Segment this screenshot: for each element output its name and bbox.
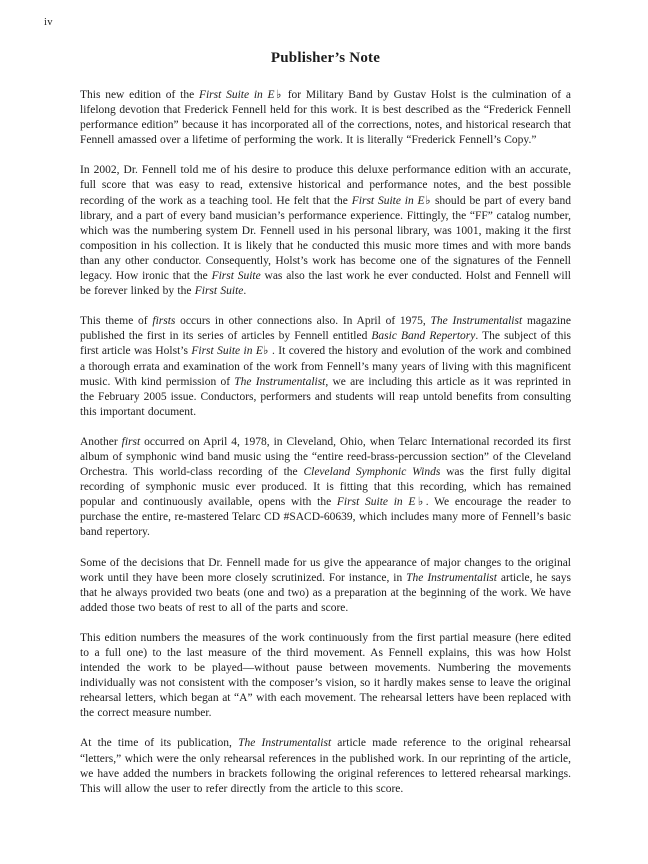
paragraph: This edition numbers the measures of the work continuously from the first partial measure (here edited to a full one) to the last measure of the third movement. As Fennell explains, this was how Holst intended the work to be played—without pause between movements. Numbering the movements individually was not consistent with the composer’s vision, so it hardly makes sense to leave the original rehearsal letters, which began at “A” with each movement. The rehearsal letters have been replaced with the correct measure number. [80,631,571,720]
paragraph: This theme of firsts occurs in other connections also. In April of 1975, The Instrumentalist magazine published the first in its series of articles by Fennell entitled Basic Band Repertory. The subject of this first article was Holst’s First Suite in E♭ . It covered the history and evolution of the work and combined a thorough errata and examination of the work from Fennell’s many years of living with this magnificent music. With kind permission of The Instrumentalist, we are including this article as it was reprinted in the February 2005 issue. Conductors, performers and students will reap untold benefits from consulting this important document. [80,315,571,418]
paragraph: At the time of its publication, The Instrumentalist article made reference to the original rehearsal “letters,” which were the only rehearsal references in the published work. In our reprinting of the article, we have added the numbers in brackets following the original references to lettered rehearsal markings. This will allow the user to refer directly from the article to this score. [80,737,571,795]
paragraph: Another first occurred on April 4, 1978, in Cleveland, Ohio, when Telarc International recorded its first album of symphonic wind band music using the “entire reed-brass-percussion section” of the Cleveland Orchestra. This world-class recording of the Cleveland Symphonic Winds was the first fully digital recording of symphonic music ever produced. It is fitting that this recording, which has remained popular and continuously available, opens with the First Suite in E♭. We encourage the reader to purchase the entire, re-mastered Telarc CD #SACD-60639, which includes many more of Fennell’s basic band repertory. [80,435,571,539]
page-content [80,50,571,812]
page-number: iv [44,17,53,28]
paragraph: This new edition of the First Suite in E♭ for Military Band by Gustav Holst is the culmination of a lifelong devotion that Frederick Fennell held for this work. It is best described as the “Frederick Fennell performance edition” because it has incorporated all of the corrections, notes, and historical research that Fennell amassed over a lifetime of performing the work. It is literally “Frederick Fennell’s Copy.” [80,89,571,147]
page-title: Publisher’s Note [270,50,381,66]
paragraph: In 2002, Dr. Fennell told me of his desire to produce this deluxe performance edition with an accurate, full score that was easy to read, extensive historical and performance notes, and the best possible recording of the work as a teaching tool. He felt that the First Suite in E♭ should be part of every band library, and a part of every band musician’s performance experience. Fittingly, the “FF” catalog number, which was the numbering system Dr. Fennell used in his personal library, was 1001, making it the first composition in his collection. It is likely that he conducted this music more times and with more bands than any other conductor. Consequently, Holst’s work has become one of the signatures of the Fennell legacy. How ironic that the First Suite was also the last work he ever conducted. Holst and Fennell will be forever linked by the First Suite. [80,164,571,298]
paragraphs [80,88,571,797]
paragraph: Some of the decisions that Dr. Fennell made for us give the appearance of major changes to the original work until they have been more closely scrutinized. For instance, in The Instrumentalist article, he says that he always provided two beats (one and two) as a preparation at the beginning of the work. We have added those two beats of rest to all of the parts and score. [80,556,572,614]
